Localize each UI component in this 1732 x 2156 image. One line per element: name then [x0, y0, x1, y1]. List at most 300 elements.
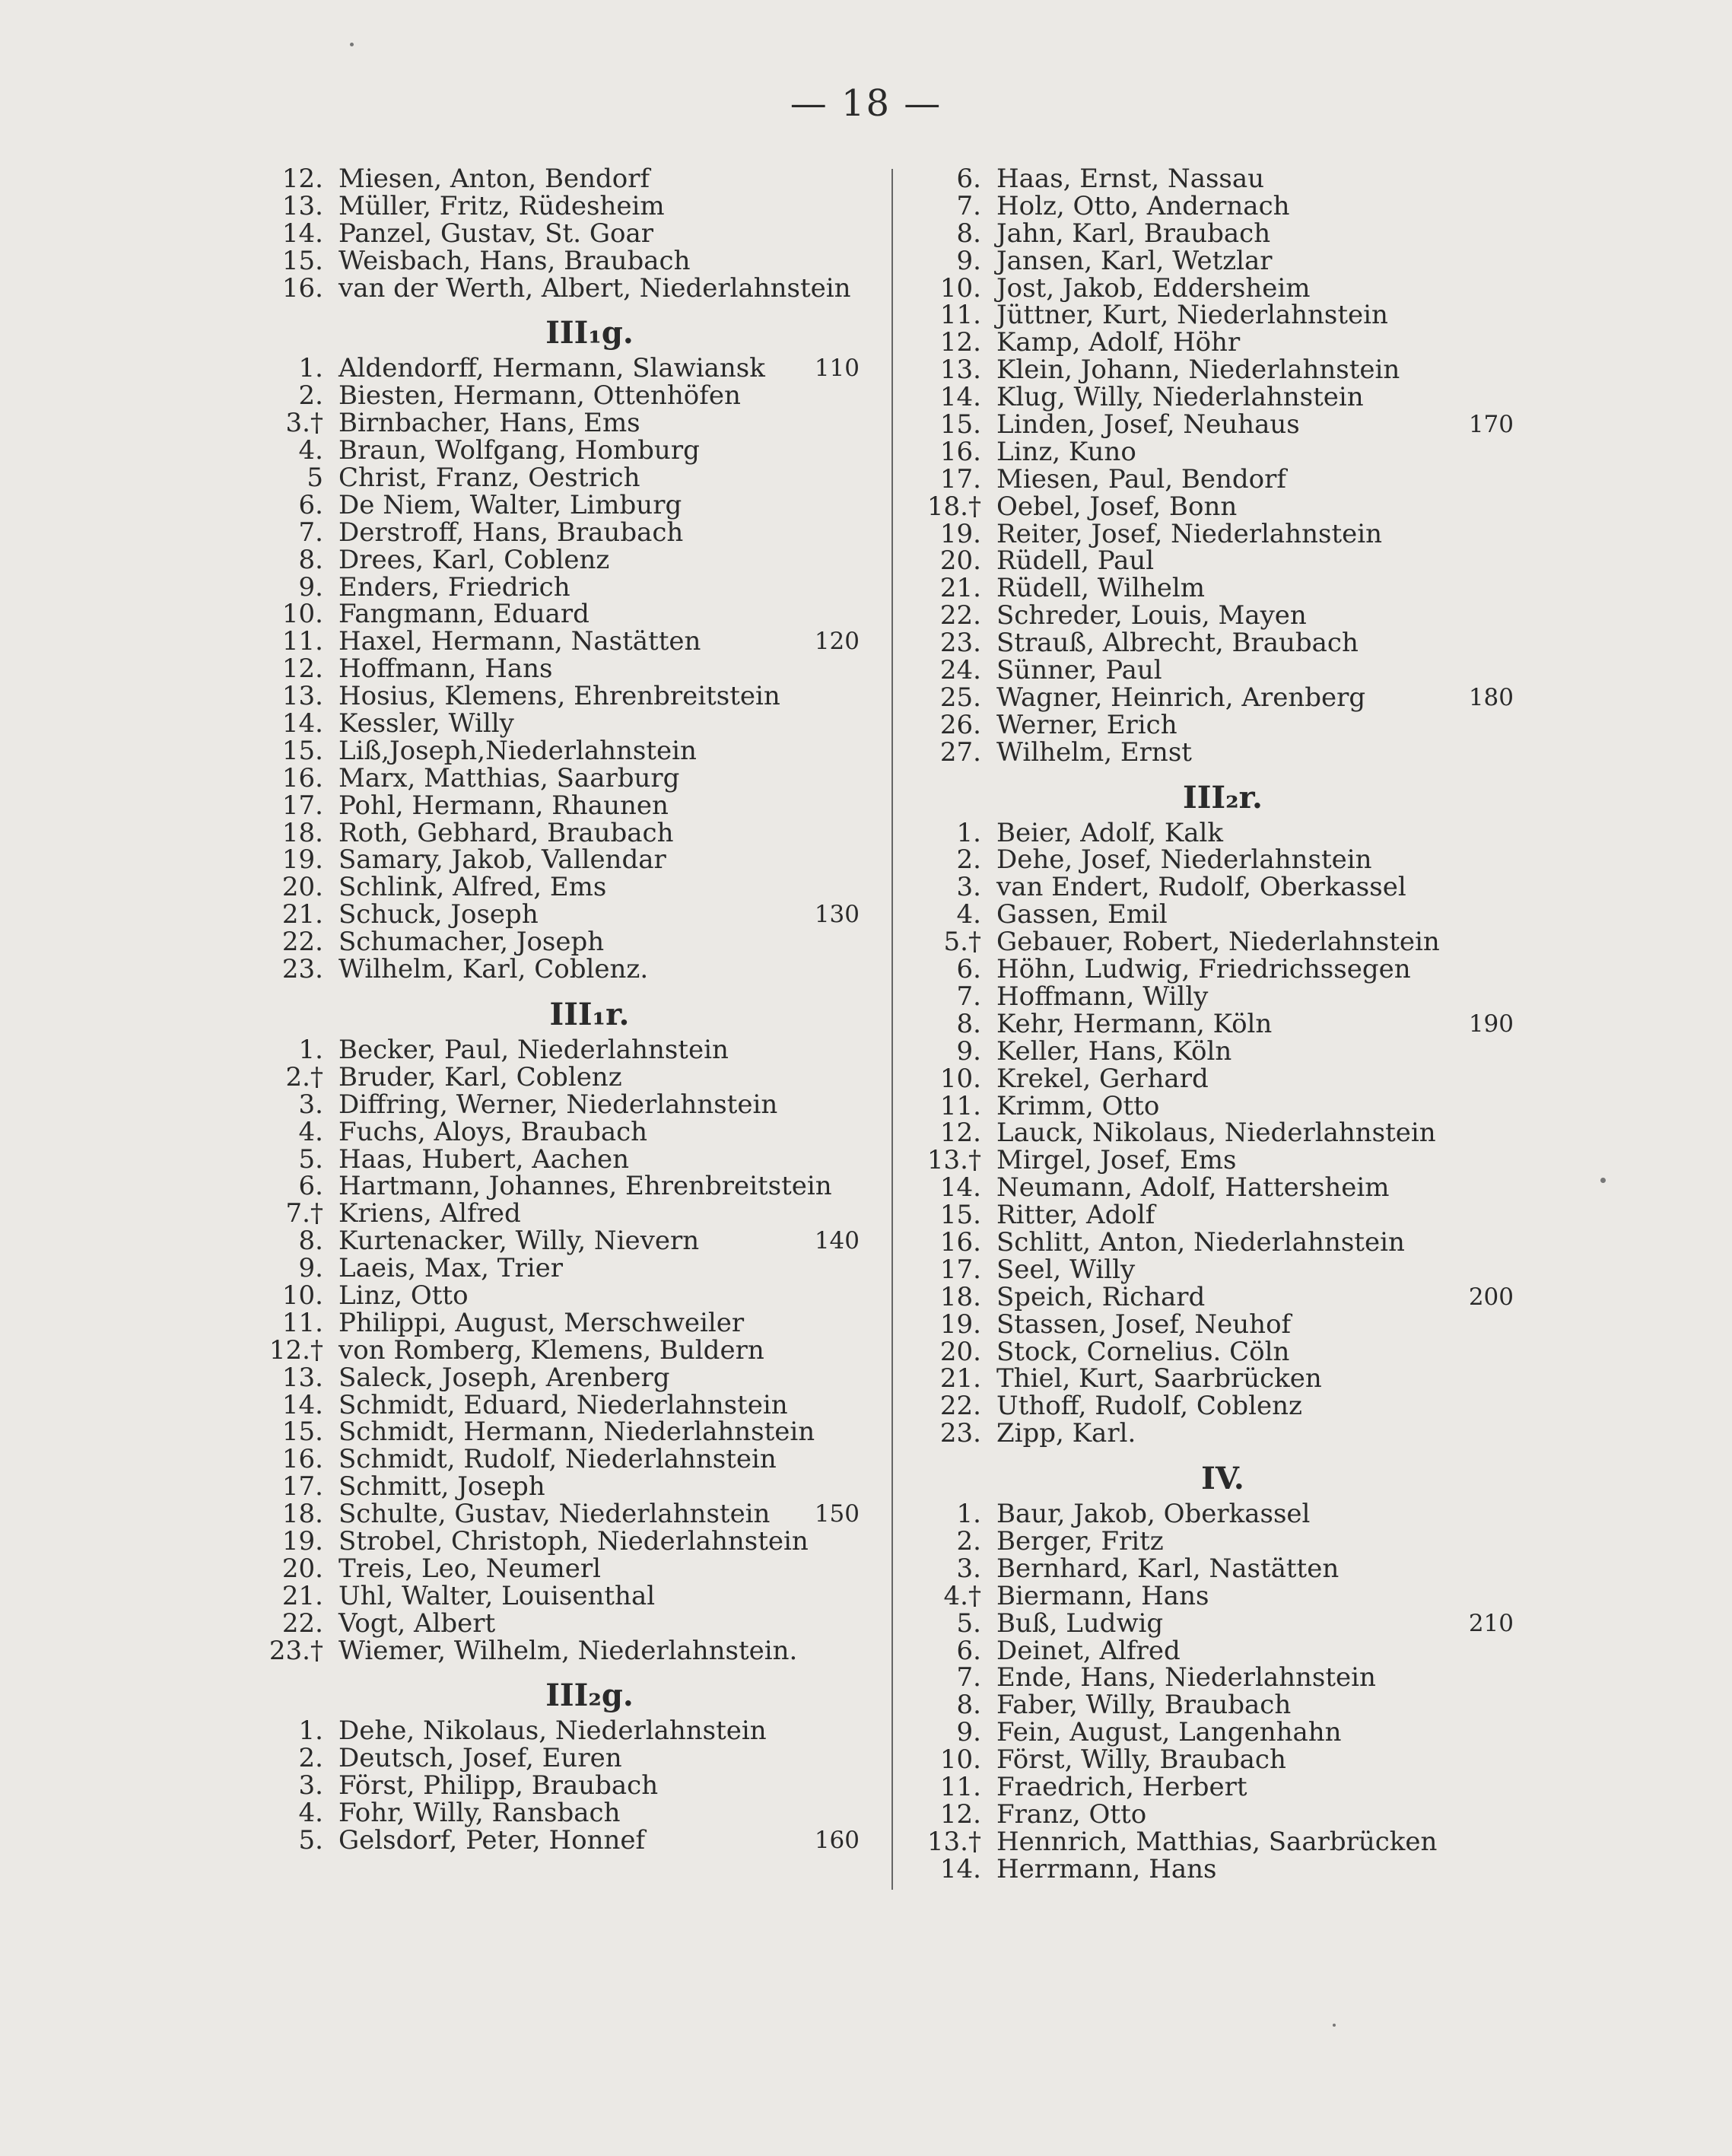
entry-name: Hartmann, Johannes, Ehrenbreitstein	[338, 1171, 832, 1202]
section-heading: III₂r.	[1183, 779, 1263, 816]
list-item	[917, 817, 1483, 848]
entry-number: 27.	[939, 736, 981, 768]
entry-name: Ritter, Adolf	[996, 1200, 1155, 1231]
list-item	[259, 1501, 860, 1528]
list-item	[259, 628, 860, 656]
page-number: — 18 —	[790, 82, 942, 125]
entry-name: Gebauer, Robert, Niederlahnstein	[996, 927, 1440, 958]
entry-number: 7.	[956, 190, 981, 221]
list-item	[917, 1147, 1483, 1175]
running-count: 180	[1468, 683, 1514, 711]
entry-name: Sünner, Paul	[996, 655, 1162, 686]
section-heading: IV.	[1201, 1461, 1244, 1497]
list-item	[917, 1580, 1483, 1611]
entry-name: Marx, Matthias, Saarburg	[338, 762, 680, 793]
list-item	[917, 682, 1514, 713]
entry-name: Uthoff, Rudolf, Coblenz	[996, 1391, 1302, 1422]
entry-name: Strobel, Christoph, Niederlahnstein	[338, 1525, 809, 1557]
entry-name: Uhl, Walter, Louisenthal	[338, 1580, 656, 1611]
entry-name: Neumann, Adolf, Hattersheim	[996, 1172, 1390, 1204]
entry-number: 7.	[956, 981, 981, 1012]
entry-name: Fangmann, Eduard	[338, 599, 590, 630]
entry-name: Fein, August, Langenhahn	[996, 1717, 1342, 1748]
list-item	[917, 436, 1483, 467]
entry-number: 9.	[956, 1035, 981, 1067]
entry-name: Jüttner, Kurt, Niederlahnstein	[996, 300, 1388, 331]
list-item	[917, 1771, 1483, 1802]
entry-name: Thiel, Kurt, Saarbrücken	[996, 1363, 1322, 1394]
entry-number: 14.	[281, 708, 323, 739]
entry-number: 19.	[939, 518, 981, 549]
section-heading: III₁r.	[549, 996, 630, 1032]
entry-name: Schmidt, Rudolf, Niederlahnstein	[338, 1444, 777, 1475]
entry-name: van der Werth, Albert, Niederlahnstein	[338, 272, 851, 304]
list-item	[259, 245, 860, 276]
right-column	[917, 164, 1514, 1884]
entry-name: Speich, Richard	[996, 1281, 1206, 1312]
entry-number: 21.	[281, 1580, 323, 1611]
entry-name: Weisbach, Hans, Braubach	[338, 245, 691, 276]
entry-name: Strauß, Albrecht, Braubach	[996, 628, 1359, 659]
entry-name: Roth, Gebhard, Braubach	[338, 817, 674, 848]
entry-name: Liß,Joseph,Niederlahnstein	[338, 735, 697, 766]
entry-name: Kessler, Willy	[338, 708, 514, 739]
entry-name: Pohl, Hermann, Rhaunen	[338, 790, 669, 821]
entry-name: Hennrich, Matthias, Saarbrücken	[996, 1826, 1438, 1857]
entry-number: 15.	[281, 245, 323, 276]
list-item	[917, 329, 1483, 357]
entry-name: Kurtenacker, Willy, Nievern	[338, 1226, 700, 1257]
list-item	[259, 1635, 860, 1666]
entry-number: 6.	[956, 954, 981, 985]
list-item	[259, 190, 860, 221]
list-item	[259, 166, 860, 193]
list-item	[259, 1307, 860, 1338]
list-item	[917, 1008, 1514, 1039]
list-item	[259, 1034, 860, 1065]
entry-number: 23.	[939, 628, 981, 659]
entry-number: 13.†	[926, 1826, 981, 1857]
entry-number: 19.	[281, 1525, 323, 1557]
section-heading: III₁g.	[545, 315, 634, 351]
list-item	[259, 708, 860, 739]
entry-number: 7.	[956, 1662, 981, 1693]
entry-number: 19.	[281, 844, 323, 876]
entry-number: 6.	[956, 164, 981, 194]
list-item	[917, 1826, 1483, 1857]
list-item	[917, 1336, 1483, 1367]
entry-name: Philippi, August, Merschweiler	[338, 1307, 745, 1338]
entry-number: 5.	[298, 1143, 323, 1175]
entry-name: Schmitt, Joseph	[338, 1471, 545, 1503]
entry-number: 3.	[956, 872, 981, 903]
list-item	[259, 1200, 860, 1228]
entry-number: 6.	[298, 489, 323, 520]
entry-name: Saleck, Joseph, Arenberg	[338, 1362, 670, 1393]
entry-name: Treis, Leo, Neumerl	[338, 1553, 602, 1584]
list-item	[917, 384, 1483, 412]
entry-number: 1.	[956, 1499, 981, 1530]
list-item	[917, 1172, 1483, 1204]
entry-name: Werner, Erich	[996, 709, 1177, 740]
entry-name: Holz, Otto, Andernach	[996, 190, 1290, 221]
list-item	[917, 736, 1483, 768]
entry-name: Stassen, Josef, Neuhof	[996, 1309, 1292, 1340]
entry-name: Dehe, Nikolaus, Niederlahnstein	[338, 1716, 767, 1747]
entry-number: 24.	[939, 655, 981, 686]
entry-number: 15.	[939, 1200, 981, 1231]
entry-number: 23.	[939, 1418, 981, 1449]
running-count: 200	[1468, 1283, 1514, 1311]
entry-number: 18.	[281, 817, 323, 848]
entry-number: 5	[307, 463, 323, 494]
entry-number: 11.	[939, 1090, 981, 1121]
entry-number: 16.	[939, 436, 981, 467]
list-item	[259, 1173, 860, 1200]
entry-name: Mirgel, Josef, Ems	[996, 1145, 1237, 1176]
entry-number: 14.	[939, 1172, 981, 1204]
entry-number: 15.	[939, 409, 981, 440]
entry-name: Först, Willy, Braubach	[996, 1744, 1286, 1776]
running-count: 110	[814, 355, 860, 383]
entry-number: 5.	[298, 1824, 323, 1855]
speck	[1333, 2024, 1336, 2027]
list-item	[917, 218, 1483, 249]
list-item	[917, 1393, 1483, 1420]
entry-number: 17.	[281, 1471, 323, 1503]
list-item	[259, 1824, 860, 1855]
entry-name: Biesten, Hermann, Ottenhöfen	[338, 380, 741, 412]
list-item	[259, 1255, 860, 1283]
list-item	[259, 1089, 860, 1120]
entry-number: 22.	[939, 600, 981, 631]
list-item	[917, 1226, 1483, 1258]
list-item	[917, 518, 1483, 549]
entry-number: 9.	[298, 1253, 323, 1284]
list-item	[917, 956, 1483, 984]
entry-name: Schmidt, Eduard, Niederlahnstein	[338, 1389, 788, 1420]
list-item	[917, 545, 1483, 577]
list-item	[259, 899, 860, 930]
entry-name: Krimm, Otto	[996, 1090, 1160, 1121]
entry-number: 6.	[298, 1171, 323, 1202]
entry-number: 3.	[298, 1089, 323, 1120]
entry-number: 16.	[281, 762, 323, 793]
entry-name: Linz, Kuno	[996, 436, 1136, 467]
list-item	[259, 1446, 860, 1474]
entry-name: Buß, Ludwig	[996, 1607, 1164, 1639]
entry-number: 7.	[298, 517, 323, 548]
entry-name: Christ, Franz, Oestrich	[338, 463, 640, 494]
entry-number: 11.	[281, 626, 323, 657]
entry-name: Miesen, Paul, Bendorf	[996, 463, 1286, 494]
entry-name: Wilhelm, Ernst	[996, 736, 1192, 768]
list-item	[259, 1228, 860, 1255]
list-item	[917, 1501, 1483, 1528]
entry-number: 10.	[281, 599, 323, 630]
list-item	[259, 1580, 860, 1611]
entry-number: 14.	[939, 1853, 981, 1884]
entry-number: 12.†	[269, 1334, 323, 1366]
entry-number: 26.	[939, 709, 981, 740]
entry-name: Berger, Fritz	[996, 1525, 1164, 1557]
list-item	[917, 1553, 1483, 1584]
entry-number: 22.	[281, 1607, 323, 1639]
entry-name: Haas, Ernst, Nassau	[996, 164, 1265, 194]
list-item	[259, 874, 860, 902]
entry-name: Enders, Friedrich	[338, 571, 570, 603]
entry-name: Fraedrich, Herbert	[996, 1771, 1247, 1802]
entry-name: Stock, Cornelius. Cöln	[996, 1336, 1290, 1367]
list-item	[917, 190, 1483, 221]
entry-name: Diffring, Werner, Niederlahnstein	[338, 1089, 778, 1120]
list-item	[259, 1607, 860, 1639]
list-item	[259, 544, 860, 575]
running-count: 140	[814, 1227, 860, 1255]
entry-name: Reiter, Josef, Niederlahnstein	[996, 518, 1382, 549]
entry-number: 3.	[956, 1553, 981, 1584]
list-item	[259, 218, 860, 249]
list-item	[917, 600, 1483, 631]
entry-name: Fuchs, Aloys, Braubach	[338, 1116, 648, 1147]
entry-number: 15.	[281, 1417, 323, 1448]
list-item	[259, 1061, 860, 1092]
entry-number: 10.	[939, 1063, 981, 1094]
entry-number: 1.	[298, 1716, 323, 1747]
list-item	[259, 1389, 860, 1420]
entry-name: Fohr, Willy, Ransbach	[338, 1798, 621, 1829]
list-item	[917, 1607, 1514, 1639]
entry-number: 9.	[298, 571, 323, 603]
entry-name: Jansen, Karl, Wetzlar	[996, 245, 1273, 276]
entry-name: Becker, Paul, Niederlahnstein	[338, 1034, 729, 1065]
entry-name: Hoffmann, Willy	[996, 981, 1209, 1012]
entry-name: Laeis, Max, Trier	[338, 1253, 563, 1284]
running-count: 170	[1468, 411, 1514, 439]
entry-name: Klein, Johann, Niederlahnstein	[996, 355, 1400, 386]
entry-number: 16.	[281, 1444, 323, 1475]
entry-number: 19.	[939, 1309, 981, 1340]
list-item	[259, 437, 860, 465]
list-item	[917, 981, 1483, 1012]
list-item	[259, 1718, 860, 1745]
list-item	[917, 1420, 1483, 1448]
list-item	[259, 1362, 860, 1393]
entry-number: 17.	[939, 463, 981, 494]
entry-number: 14.	[281, 1389, 323, 1420]
list-item	[259, 465, 860, 492]
entry-number: 11.	[939, 1771, 981, 1802]
entry-name: Faber, Willy, Braubach	[996, 1690, 1292, 1721]
list-item	[917, 1798, 1483, 1830]
entry-number: 1.	[956, 817, 981, 848]
list-item	[259, 571, 860, 603]
list-item	[259, 601, 860, 628]
entry-number: 13.	[939, 355, 981, 386]
entry-name: Först, Philipp, Braubach	[338, 1770, 659, 1801]
entry-name: Zipp, Karl.	[996, 1418, 1136, 1449]
entry-name: Vogt, Albert	[338, 1607, 496, 1639]
entry-number: 22.	[939, 1391, 981, 1422]
entry-number: 21.	[281, 899, 323, 930]
entry-name: Braun, Wolfgang, Homburg	[338, 435, 700, 466]
entry-number: 15.	[281, 735, 323, 766]
list-item	[259, 380, 860, 412]
list-item	[917, 1063, 1483, 1094]
entry-name: Rüdell, Wilhelm	[996, 573, 1205, 604]
list-item	[259, 1770, 860, 1801]
list-item	[917, 1662, 1483, 1693]
entry-name: Birnbacher, Hans, Ems	[338, 408, 640, 439]
entry-name: Deutsch, Josef, Euren	[338, 1743, 622, 1774]
entry-number: 4.	[956, 899, 981, 930]
entry-name: Hoffmann, Hans	[338, 653, 553, 685]
list-item	[259, 817, 860, 848]
entry-number: 8.	[956, 1008, 981, 1039]
list-item	[259, 1800, 860, 1827]
entry-name: Kamp, Adolf, Höhr	[996, 327, 1241, 358]
entry-name: Gassen, Emil	[996, 899, 1168, 930]
entry-name: Höhn, Ludwig, Friedrichssegen	[996, 954, 1411, 985]
list-item	[917, 272, 1483, 304]
entry-name: Haxel, Hermann, Nastätten	[338, 626, 701, 657]
entry-number: 1.	[298, 1034, 323, 1065]
list-item	[917, 575, 1483, 603]
entry-name: Haas, Hubert, Aachen	[338, 1143, 630, 1175]
entry-number: 2.	[956, 844, 981, 876]
entry-name: Kehr, Hermann, Köln	[996, 1008, 1273, 1039]
list-item	[917, 491, 1483, 522]
section-heading: III₂g.	[545, 1677, 634, 1714]
entry-name: Wilhelm, Karl, Coblenz.	[338, 954, 649, 985]
entry-number: 14.	[939, 382, 981, 413]
entry-name: Baur, Jakob, Oberkassel	[996, 1499, 1311, 1530]
entry-number: 7.†	[285, 1198, 323, 1229]
entry-name: Bruder, Karl, Coblenz	[338, 1061, 622, 1092]
entry-number: 10.	[939, 1744, 981, 1776]
speck	[350, 43, 354, 46]
entry-number: 25.	[939, 682, 981, 713]
entry-name: Kriens, Alfred	[338, 1198, 521, 1229]
list-item	[917, 709, 1483, 740]
entry-number: 12.	[939, 1118, 981, 1149]
entry-name: Derstroff, Hans, Braubach	[338, 517, 684, 548]
list-item	[917, 844, 1483, 876]
list-item	[917, 1202, 1483, 1229]
entry-number: 12.	[939, 1798, 981, 1830]
running-count: 150	[814, 1500, 860, 1528]
entry-name: Herrmann, Hans	[996, 1853, 1217, 1884]
entry-name: Schulte, Gustav, Niederlahnstein	[338, 1499, 771, 1530]
entry-number: 5.	[956, 1607, 981, 1639]
list-item	[917, 657, 1483, 685]
list-item	[917, 1853, 1483, 1884]
entry-name: Panzel, Gustav, St. Goar	[338, 218, 653, 249]
speck	[1600, 1178, 1606, 1183]
list-item	[917, 302, 1483, 329]
entry-name: Drees, Karl, Coblenz	[338, 544, 610, 575]
entry-number: 4.	[298, 1116, 323, 1147]
entry-name: Bernhard, Karl, Nastätten	[996, 1553, 1340, 1584]
entry-name: Samary, Jakob, Vallendar	[338, 844, 666, 876]
entry-name: De Niem, Walter, Limburg	[338, 489, 682, 520]
list-item	[259, 517, 860, 548]
entry-name: van Endert, Rudolf, Oberkassel	[996, 872, 1406, 903]
entry-number: 20.	[939, 1336, 981, 1367]
list-item	[917, 1090, 1483, 1121]
entry-name: Krekel, Gerhard	[996, 1063, 1209, 1094]
entry-number: 20.	[281, 872, 323, 903]
entry-number: 16.	[939, 1226, 981, 1258]
entry-name: Beier, Adolf, Kalk	[996, 817, 1224, 848]
entry-name: Jost, Jakob, Eddersheim	[996, 272, 1311, 304]
list-item	[917, 1719, 1483, 1747]
column-divider	[891, 169, 893, 1890]
list-item	[259, 1334, 860, 1366]
entry-number: 2.†	[285, 1061, 323, 1092]
entry-number: 5.†	[943, 927, 981, 958]
entry-number: 1.	[298, 353, 323, 384]
entry-name: Miesen, Anton, Bendorf	[338, 164, 650, 194]
entry-name: Schuck, Joseph	[338, 899, 539, 930]
entry-number: 8.	[298, 1226, 323, 1257]
running-count: 130	[814, 901, 860, 929]
entry-number: 22.	[281, 927, 323, 958]
list-item	[259, 735, 860, 766]
list-item	[917, 1635, 1483, 1666]
entry-number: 9.	[956, 245, 981, 276]
entry-name: Ende, Hans, Niederlahnstein	[996, 1662, 1376, 1693]
entry-number: 3.	[298, 1770, 323, 1801]
entry-number: 4.	[298, 1798, 323, 1829]
list-item	[917, 929, 1483, 956]
entry-name: Jahn, Karl, Braubach	[996, 218, 1271, 249]
entry-number: 13.	[281, 681, 323, 712]
entry-name: Klug, Willy, Niederlahnstein	[996, 382, 1364, 413]
entry-name: Schreder, Louis, Mayen	[996, 600, 1307, 631]
entry-number: 8.	[298, 544, 323, 575]
list-item	[259, 1419, 860, 1446]
entry-number: 3.†	[285, 408, 323, 439]
entry-name: Wiemer, Wilhelm, Niederlahnstein.	[338, 1635, 798, 1666]
entry-number: 10.	[939, 272, 981, 304]
entry-name: Franz, Otto	[996, 1798, 1147, 1830]
list-item	[259, 1745, 860, 1773]
list-item	[259, 1116, 860, 1147]
list-item	[917, 1309, 1483, 1340]
entry-name: Hosius, Klemens, Ehrenbreitstein	[338, 681, 780, 712]
entry-number: 2.	[956, 1525, 981, 1557]
list-item	[917, 630, 1483, 657]
list-item	[917, 874, 1483, 902]
entry-number: 2.	[298, 380, 323, 412]
list-item	[259, 1525, 860, 1557]
entry-number: 6.	[956, 1635, 981, 1666]
entry-number: 21.	[939, 1363, 981, 1394]
list-item	[259, 762, 860, 793]
entry-name: Keller, Hans, Köln	[996, 1035, 1232, 1067]
entry-number: 4.	[298, 435, 323, 466]
list-item	[259, 1143, 860, 1175]
entry-number: 13.	[281, 190, 323, 221]
list-item	[259, 653, 860, 685]
entry-name: Linz, Otto	[338, 1280, 469, 1311]
entry-number: 12.	[281, 164, 323, 194]
list-item	[917, 1254, 1483, 1285]
list-item	[259, 1280, 860, 1311]
entry-number: 23.	[281, 954, 323, 985]
running-count: 120	[814, 628, 860, 656]
